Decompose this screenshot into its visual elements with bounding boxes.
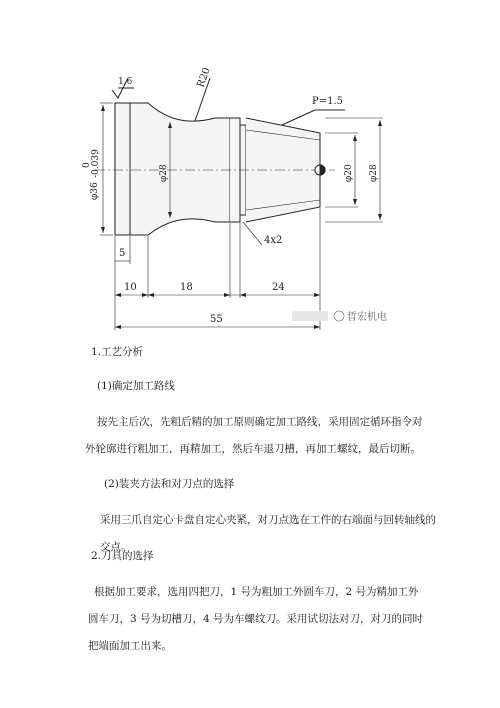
dia-left-label: φ36: [90, 182, 100, 200]
dia-thread-minor-label: φ20: [344, 164, 354, 182]
paragraph-clamping: 采用三爪自定心卡盘自定心夹紧，对刀点选在工件的右端面与回转轴线的交点。: [100, 514, 436, 553]
heading-machining-route: (1)确定加工路线: [97, 380, 175, 392]
paragraph-tool-selection: 根据加工要求，选用四把刀，1 号为粗加工外圆车刀，2 号为精加工外圆车刀，3 号为切槽刀，4 号为车螺纹刀。采用试切法对刀，对刀的同时把端面加工出来。: [88, 586, 424, 652]
len-10-label: 10: [124, 282, 137, 293]
dia-left-tol: -0.039: [91, 149, 101, 178]
pitch-label: P=1.5: [312, 96, 344, 107]
watermark-logo-icon: [334, 311, 344, 321]
part-drawing: [0, 0, 500, 340]
radius-label: R20: [195, 66, 213, 90]
heading-process-analysis: 1.工艺分析: [91, 346, 144, 358]
watermark-text: 晢宏机电: [347, 312, 387, 323]
collar-outline: [115, 103, 130, 235]
heading-tool-selection: 2.刀具的选择: [91, 550, 154, 562]
dia-left-tol-top: 0: [82, 162, 92, 168]
dia-neck-label: φ28: [159, 164, 169, 182]
heading-clamping: (2)装夹方法和对刀点的选择: [104, 478, 235, 490]
len-18-label: 18: [180, 282, 193, 293]
len-24-label: 24: [272, 282, 285, 293]
paragraph-machining-route: 按先主后次，先粗后精的加工原则确定加工路线，采用固定循环指令对外轮廓进行粗加工，再精加工，然后车退刀槽，再加工螺纹，最后切断。: [85, 416, 423, 455]
groove-label: 4x2: [264, 235, 283, 246]
roughness-label: 1.6: [118, 77, 133, 87]
dia-thread-major-label: φ28: [369, 164, 379, 182]
neck-outline: [130, 103, 230, 235]
len-55-label: 55: [210, 314, 223, 325]
len-5-label: 5: [119, 248, 126, 259]
